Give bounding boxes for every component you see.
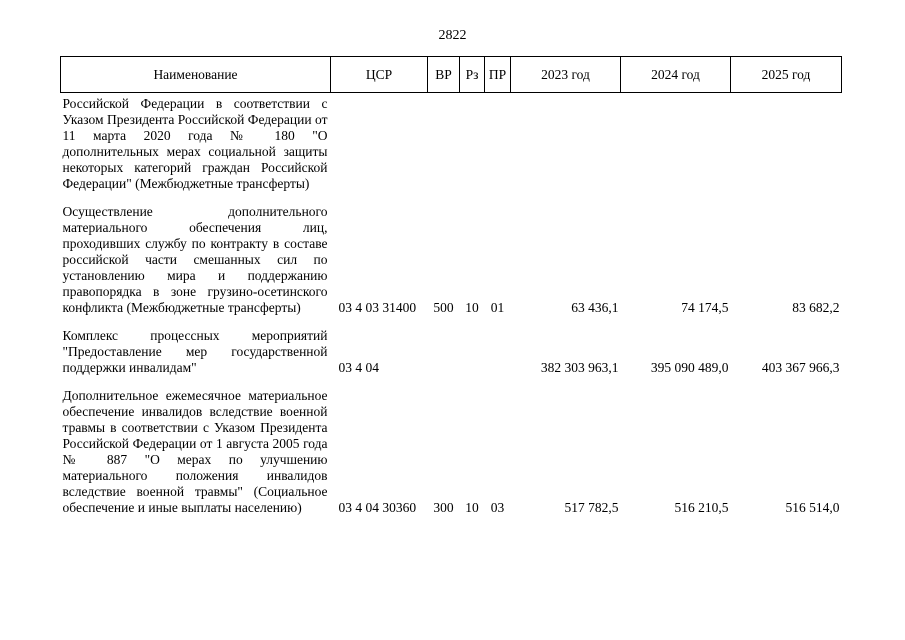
row-2025: 83 682,2: [792, 300, 840, 315]
row-vr: [428, 93, 460, 193]
row-rz: [460, 316, 485, 376]
header-2023: 2023 год: [511, 57, 621, 93]
row-csr: [331, 93, 428, 193]
row-name: Дополнительное ежемесячное материальное обеспечение инвалидов вследствие военной травмы в соответствии с Указом Президента Российской Федерации от 1 августа 2005 года № 887 "О мерах по улучшению материального положения инвалидов вследствие военной травмы" (Социальное обеспечение и иные выплаты населению): [62, 388, 328, 515]
row-csr: 03 4 04 30360: [338, 500, 417, 515]
row-2023: [511, 93, 621, 193]
row-vr: 300: [433, 500, 454, 515]
row-2024: [621, 93, 731, 193]
row-csr: 03 4 03 31400: [338, 300, 417, 315]
row-2024: 516 210,5: [674, 500, 729, 515]
budget-table: [60, 56, 842, 516]
table-header-row: [61, 57, 842, 93]
row-pr: [485, 93, 511, 193]
row-2025: [731, 93, 842, 193]
row-2025: 516 514,0: [785, 500, 840, 515]
table-row: [61, 376, 842, 516]
row-pr: [485, 316, 511, 376]
row-csr: 03 4 04: [338, 360, 379, 375]
row-pr: 03: [490, 500, 505, 515]
row-name: Комплекс процессных мероприятий "Предоставление мер государственной поддержки инвалидам": [62, 328, 328, 375]
row-2024: 74 174,5: [681, 300, 729, 315]
row-rz: 10: [465, 500, 479, 515]
row-rz: [460, 93, 485, 193]
table-row: [61, 316, 842, 376]
row-name: Осуществление дополнительного материального обеспечения лиц, проходивших службу по контракту в составе российской части смешанных сил по установлению мира и поддержанию правопорядка в зоне грузино-осетинского конфликта (Межбюджетные трансферты): [62, 204, 328, 315]
table-row: [61, 93, 842, 193]
row-vr: 500: [433, 300, 454, 315]
row-name: Российской Федерации в соответствии с Указом Президента Российской Федерации от 11 марта 2020 года № 180 "О дополнительных мерах социальной защиты некоторых категорий граждан Российской Федерации" (Межбюджетные трансферты): [62, 96, 328, 191]
page-number: 2822: [438, 28, 467, 43]
row-vr: [428, 316, 460, 376]
header-pr: ПР: [485, 57, 511, 93]
header-csr: ЦСР: [331, 57, 428, 93]
header-vr: ВР: [428, 57, 460, 93]
row-2023: 382 303 963,1: [540, 360, 619, 375]
header-2024: 2024 год: [621, 57, 731, 93]
row-rz: 10: [465, 300, 479, 315]
header-2025: 2025 год: [731, 57, 842, 93]
row-pr: 01: [490, 300, 505, 315]
row-2023: 517 782,5: [564, 500, 619, 515]
header-rz: Рз: [460, 57, 485, 93]
row-2023: 63 436,1: [571, 300, 619, 315]
row-2024: 395 090 489,0: [650, 360, 729, 375]
table-row: [61, 192, 842, 316]
row-2025: 403 367 966,3: [761, 360, 840, 375]
header-name: Наименование: [61, 57, 331, 93]
